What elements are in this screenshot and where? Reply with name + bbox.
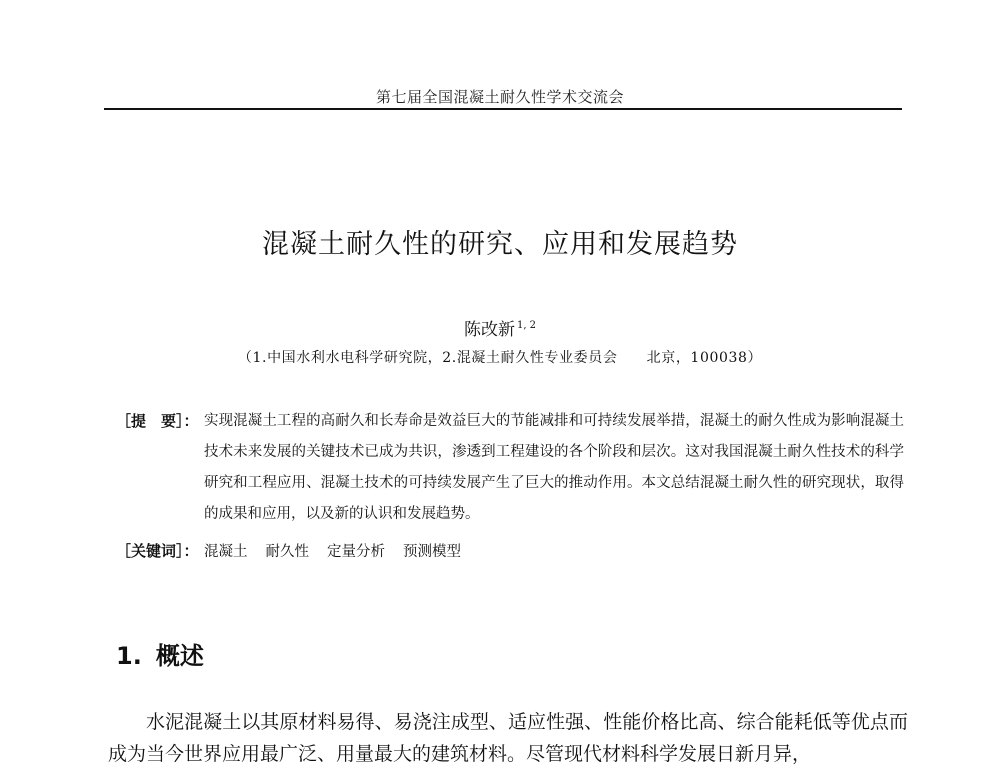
- paper-title: 混凝土耐久性的研究、应用和发展趋势: [262, 229, 738, 260]
- body-paragraph: 水泥混凝土以其原材料易得、易浇注成型、适应性强、性能价格比高、综合能耗低等优点而成为当今世界应用最广泛、用量最大的建筑材料。尽管现代材料科学发展日新月异，: [108, 711, 908, 765]
- keyword-item: 混凝土: [204, 544, 248, 560]
- affiliation: （1.中国水利水电科学研究院，2.混凝土耐久性专业委员会 北京，100038）: [237, 350, 763, 366]
- keyword-item: 定量分析: [327, 544, 385, 560]
- section-number: 1.: [116, 642, 142, 670]
- header-rule: [104, 108, 902, 110]
- keywords-label: ［关键词］：: [116, 542, 199, 560]
- author-name: 陈改新: [463, 320, 515, 340]
- author-affiliation-marks: 1, 2: [516, 320, 537, 331]
- running-head: 第七届全国混凝土耐久性学术交流会: [375, 88, 624, 106]
- abstract-label: ［提 要］：: [116, 412, 199, 430]
- keywords-list: [204, 540, 461, 561]
- section-heading: [116, 636, 204, 671]
- keyword-item: 耐久性: [265, 544, 309, 560]
- section-title: 概述: [155, 642, 204, 670]
- keyword-item: 预测模型: [403, 544, 461, 560]
- abstract-text: 实现混凝土工程的高耐久和长寿命是效益巨大的节能减排和可持续发展举措，混凝土的耐久性成为影响混凝土技术未来发展的关键技术已成为共识，渗透到工程建设的各个阶段和层次。这对我国混凝土耐久性技术的科学研究和工程应用、混凝土技术的可持续发展产生了巨大的推动作用。本文总结混凝土耐久性的研究现状，取得的成果和应用，以及新的认识和发展趋势。: [204, 413, 904, 522]
- author-line: [0, 315, 1000, 340]
